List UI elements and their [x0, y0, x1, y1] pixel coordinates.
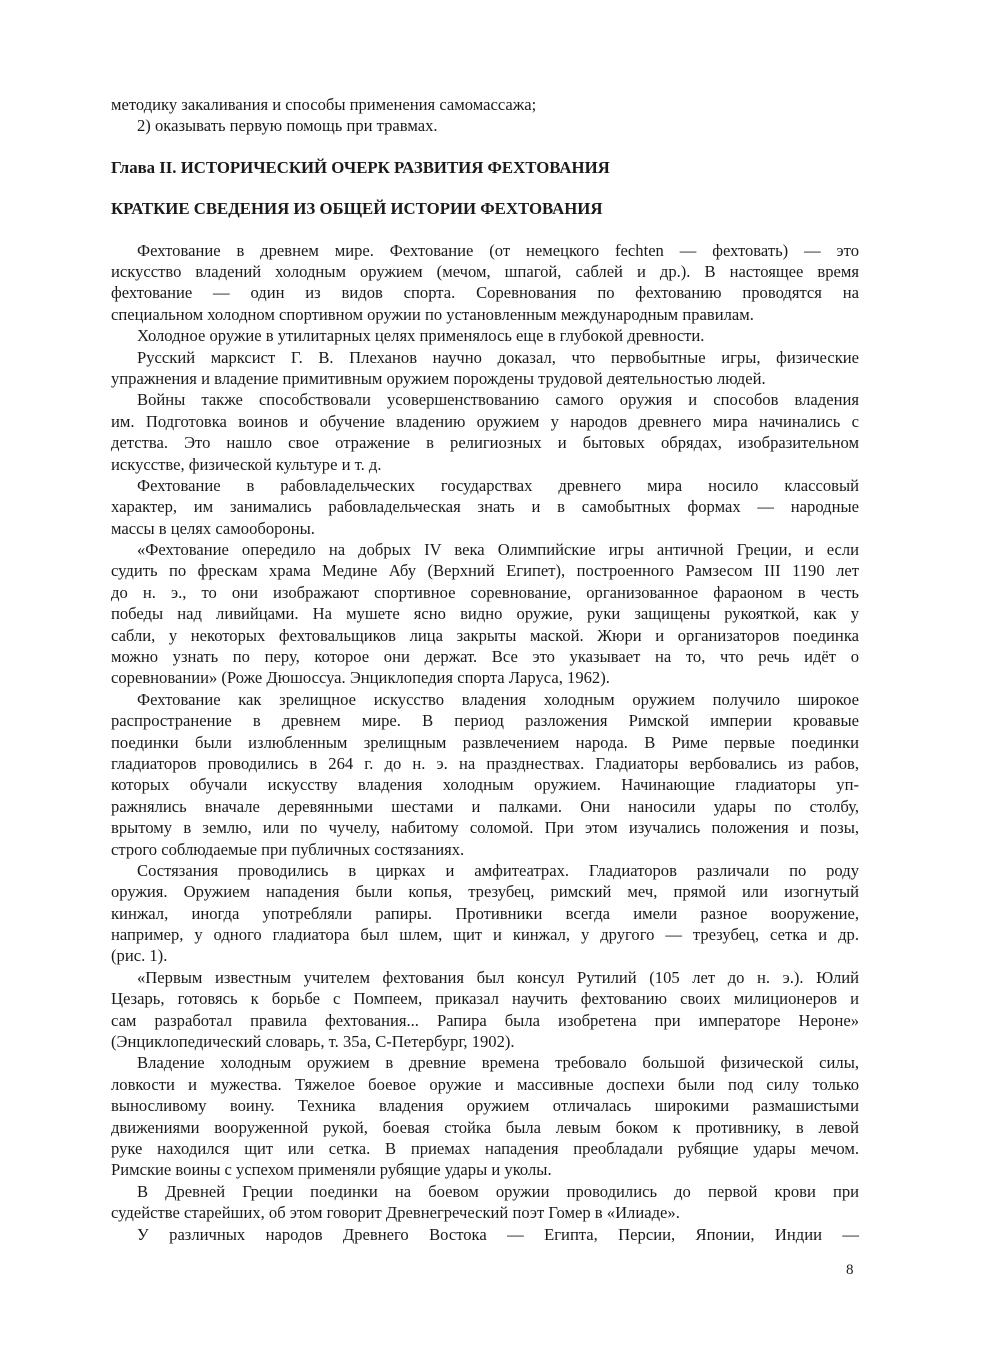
paragraph: [111, 967, 859, 1053]
text-line: Состязания проводились в цирках и амфитеатрах. Гладиаторов различали по роду: [137, 860, 859, 880]
text-line: им. Подготовка воинов и обучение владению оружием у народов древнего мира начинались с: [111, 411, 859, 431]
text-line: выносливому воину. Техника владения оружием отличалась широкими размашистыми: [111, 1096, 859, 1116]
text-line: Фехтование как зрелищное искусство владения холодным оружием получило широкое: [137, 689, 859, 709]
text-line: строго соблюдаемые при публичных состязаниях.: [111, 839, 465, 859]
paragraph: [111, 860, 859, 967]
text-line: Фехтование в рабовладельческих государствах древнего мира носило классовый: [137, 475, 859, 495]
text-line: «Фехтование опередило на добрых IV века Олимпийские игры античной Греции, и если: [137, 540, 859, 560]
intro-line: методику закаливания и способы применения самомассажа;: [111, 95, 537, 114]
text-line: Войны также способствовали усовершенствованию самого оружия и способов владения: [137, 390, 859, 410]
text-line: Римские воины с успехом применяли рубящие удары и уколы.: [111, 1160, 552, 1180]
text-line: Фехтование в древнем мире. Фехтование (от немецкого fechten — фехтовать) — это: [137, 240, 859, 260]
text-line: которых обучали искусству владения холодным оружием. Начинающие гладиаторы уп-: [111, 775, 859, 795]
text-line: фехтование — один из видов спорта. Соревнования по фехтованию проводятся на: [111, 283, 859, 303]
text-line: поединки были излюбленным зрелищным развлечением народа. В Риме первые поединки: [111, 732, 859, 752]
text-line: судить по фрескам храма Медине Абу (Верхний Египет), построенного Рамзесом III 1190 лет: [111, 561, 859, 581]
text-line: ловкости и мужества. Тяжелое боевое оружие и массивные доспехи были под силу только: [111, 1074, 859, 1094]
text-line: судействе старейших, об этом говорит Древнегреческий поэт Гомер в «Илиаде».: [111, 1203, 680, 1223]
text-line: «Первым известным учителем фехтования был консул Рутилий (105 лет до н. э.). Юлий: [137, 967, 859, 987]
text-line: кинжал, иногда употребляли рапиры. Противники всегда имели разное вооружение,: [111, 903, 859, 923]
text-line: упражнения и владение примитивным оружием порождены трудовой деятельностью людей.: [111, 368, 766, 388]
body-text: [111, 240, 859, 1245]
paragraph: [111, 689, 859, 860]
text-line: движениями вооруженной рукой, боевая стойка была левым боком к противнику, в левой: [111, 1117, 859, 1137]
paragraph: [111, 1181, 859, 1224]
text-line: врытому в землю, или по чучелу, набитому соломой. При этом изучались положения и позы,: [111, 818, 859, 838]
text-line: (рис. 1).: [111, 946, 168, 966]
paragraph: [111, 240, 859, 326]
section-title: КРАТКИЕ СВЕДЕНИЯ ИЗ ОБЩЕЙ ИСТОРИИ ФЕХТОВАНИЯ: [111, 199, 603, 219]
text-line: сабли, у некоторых фехтовальщиков лица закрыты маской. Жюри и организаторов поединка: [111, 625, 859, 645]
text-line: ражнялись вначале деревянными шестами и палками. Они наносили удары по столбу,: [111, 796, 859, 816]
text-line: В Древней Греции поединки на боевом оружии проводились до первой крови при: [137, 1181, 859, 1201]
text-line: сам разработал правила фехтования... Рапира была изобретена при императоре Нероне»: [111, 1010, 859, 1030]
text-line: соревновании» (Роже Дюшоссуа. Энциклопедия спорта Ларуса, 1962).: [111, 668, 610, 688]
text-line: оружия. Оружием нападения были копья, трезубец, римский меч, прямой или изогнутый: [111, 882, 859, 902]
text-line: искусстве, физической культуре и т. д.: [111, 454, 382, 474]
text-line: Цезарь, готовясь к борьбе с Помпеем, приказал научить фехтованию своих милиционеров и: [111, 989, 859, 1009]
text-line: У различных народов Древнего Востока — Египта, Персии, Японии, Индии —: [137, 1224, 859, 1244]
text-line: Русский марксист Г. В. Плеханов научно доказал, что первобытные игры, физические: [137, 347, 859, 367]
paragraph: [111, 347, 859, 390]
paragraph: [111, 539, 859, 689]
chapter-title: Глава II. ИСТОРИЧЕСКИЙ ОЧЕРК РАЗВИТИЯ ФЕХТОВАНИЯ: [111, 157, 610, 177]
text-line: можно узнать по перу, которое они держат. Все это указывает на то, что речь идёт о: [111, 647, 859, 667]
intro-block: [111, 94, 859, 137]
paragraph: [111, 1224, 859, 1245]
paragraph: [111, 1052, 859, 1180]
document-page: [111, 94, 859, 1245]
text-line: например, у одного гладиатора был шлем, щит и кинжал, у другого — трезубец, сетка и др.: [111, 925, 859, 945]
intro-list-item: 2) оказывать первую помощь при травмах.: [137, 116, 438, 136]
text-line: специальном холодном спортивном оружии по установленным международным правилам.: [111, 304, 754, 324]
paragraph: [111, 475, 859, 539]
text-line: детства. Это нашло свое отражение в религиозных и бытовых обрядах, изобразительном: [111, 433, 859, 453]
text-line: распространение в древнем мире. В период разложения Римской империи кровавые: [111, 711, 859, 731]
text-line: гладиаторов проводились в 264 г. до н. э. на празднествах. Гладиаторы вербовались из рабов,: [111, 753, 859, 773]
text-line: (Энциклопедический словарь, т. 35а, С-Петербург, 1902).: [111, 1032, 515, 1052]
text-line: победы над ливийцами. На мушете ясно видно оружие, руки защищены рукояткой, как у: [111, 604, 859, 624]
text-line: характер, им занимались рабовладельческая знать и в самобытных формах — народные: [111, 497, 859, 517]
text-line: руке находился щит или сетка. В приемах нападения преобладали рубящие удары мечом.: [111, 1139, 859, 1158]
paragraph: [111, 325, 859, 346]
text-line: Холодное оружие в утилитарных целях применялось еще в глубокой древности.: [137, 326, 705, 346]
text-line: до н. э., то они изображают спортивное соревнование, организованное фараоном в честь: [111, 582, 859, 602]
text-line: массы в целях самообороны.: [111, 518, 315, 538]
text-line: искусство владений холодным оружием (мечом, шпагой, саблей и др.). В настоящее время: [111, 261, 859, 281]
page-number: 8: [846, 1262, 854, 1278]
text-line: Владение холодным оружием в древние времена требовало большой физической силы,: [137, 1053, 859, 1073]
paragraph: [111, 389, 859, 475]
